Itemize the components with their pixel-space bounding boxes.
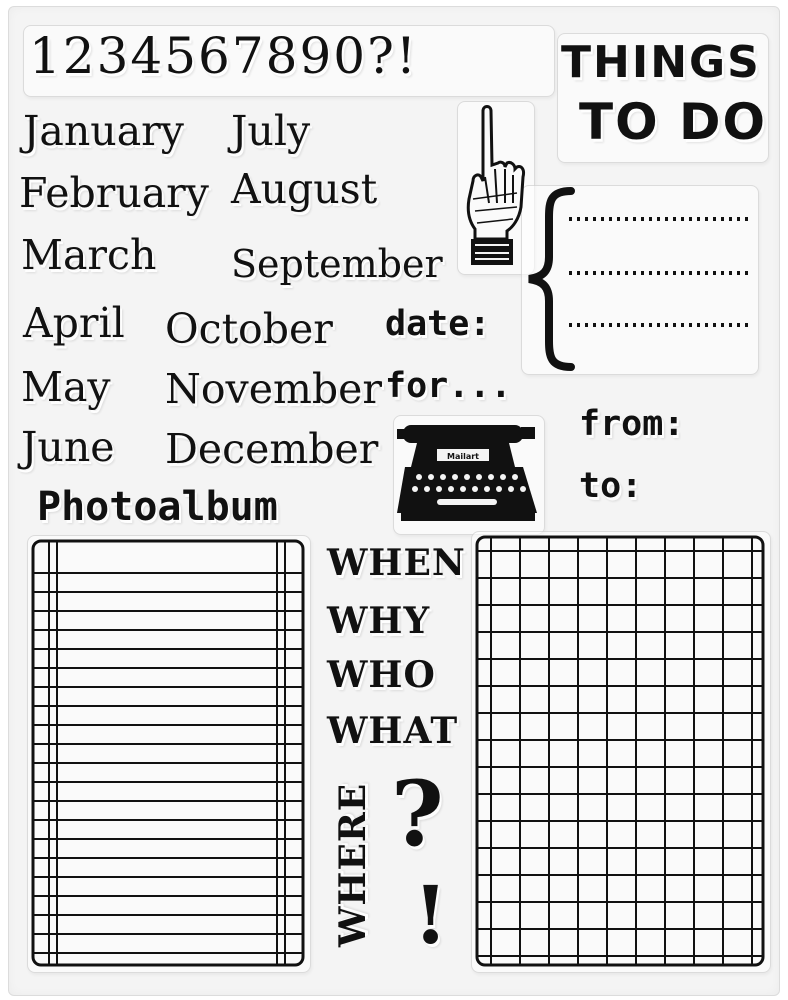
month-july: July (231, 107, 311, 155)
month-april: April (23, 299, 125, 347)
month-january: January (23, 107, 184, 155)
typewriter-icon (397, 421, 539, 525)
stamp-sheet (8, 6, 780, 996)
month-november: November (165, 365, 382, 413)
date-stamp: date: (385, 304, 491, 344)
grid-page-icon (475, 535, 765, 967)
month-october: October (165, 305, 333, 353)
where-stamp: WHERE (332, 782, 374, 947)
curly-brace-icon (523, 187, 755, 371)
exclamation-stamp: ! (413, 868, 449, 962)
month-march: March (21, 231, 157, 279)
who-stamp: WHO (327, 654, 436, 696)
when-stamp: WHEN (327, 542, 466, 584)
month-may: May (21, 363, 111, 411)
to-do-stamp: TO DO (579, 93, 768, 151)
month-december: December (165, 425, 379, 473)
month-february: February (19, 169, 209, 217)
month-august: August (231, 165, 378, 213)
from-stamp: from: (579, 404, 685, 444)
photoalbum-stamp: Photoalbum (37, 484, 278, 530)
why-stamp: WHY (327, 600, 431, 642)
month-june: June (21, 423, 115, 471)
question-mark-stamp: ? (391, 761, 444, 867)
lined-page-icon (31, 539, 305, 967)
numbers-stamp: 1234567890?! (29, 27, 419, 85)
pointing-hand-icon (461, 103, 527, 267)
things-stamp: THINGS (561, 37, 761, 88)
month-september: September (231, 242, 443, 286)
to-stamp: to: (579, 466, 643, 506)
what-stamp: WHAT (327, 710, 459, 752)
typewriter-brand: Mailart (446, 452, 480, 461)
for-stamp: for... (385, 366, 512, 406)
